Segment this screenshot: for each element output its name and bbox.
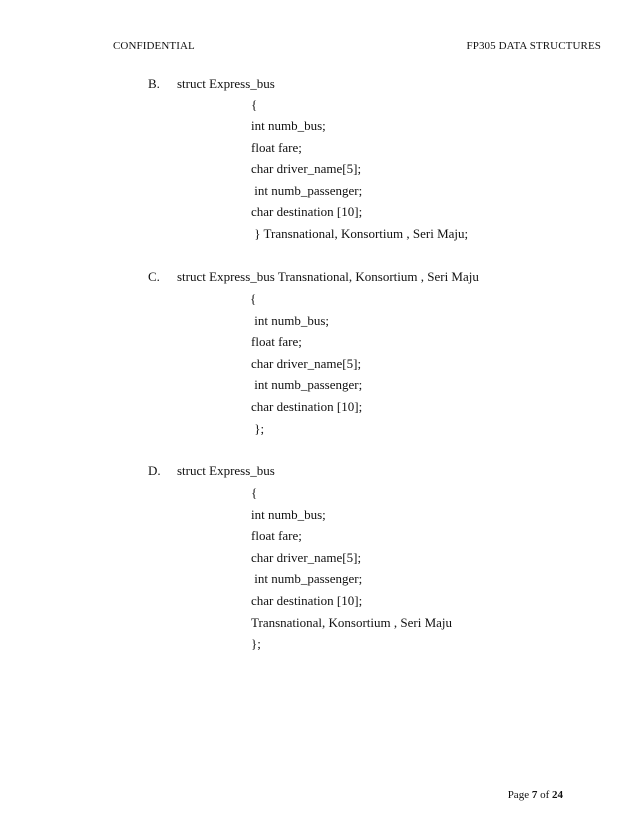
code-line: int numb_bus;	[251, 313, 330, 328]
code-line: char destination [10];	[251, 399, 363, 414]
code-line: int numb_passenger;	[251, 183, 363, 198]
option-heading: struct Express_bus	[177, 76, 275, 91]
code-line: float fare;	[251, 334, 302, 349]
code-line: float fare;	[251, 528, 302, 543]
option-label: D.	[148, 463, 161, 478]
code-line: };	[251, 421, 265, 436]
code-line: char destination [10];	[251, 593, 363, 608]
header-course-title: FP305 DATA STRUCTURES	[466, 40, 601, 52]
header-confidential: CONFIDENTIAL	[113, 40, 195, 52]
code-line: int numb_passenger;	[251, 377, 363, 392]
option-heading: struct Express_bus Transnational, Konsortium , Seri Maju	[177, 269, 479, 284]
total-pages: 24	[552, 789, 563, 801]
code-line: char driver_name[5];	[251, 161, 362, 176]
code-line: } Transnational, Konsortium , Seri Maju;	[251, 226, 469, 241]
code-line: {	[251, 485, 258, 500]
page-number	[508, 789, 563, 801]
page-of: of	[537, 789, 552, 801]
code-line: int numb_passenger;	[251, 571, 363, 586]
code-line: float fare;	[251, 140, 302, 155]
code-line: {	[250, 291, 257, 306]
code-line: {	[251, 97, 258, 112]
page-prefix: Page	[507, 789, 532, 801]
option-label: C.	[148, 269, 160, 284]
code-line: char driver_name[5];	[251, 550, 362, 565]
current-page: 7	[531, 789, 538, 801]
code-line: };	[251, 636, 261, 651]
code-line: int numb_bus;	[251, 118, 326, 133]
code-line: char driver_name[5];	[251, 356, 362, 371]
code-line: Transnational, Konsortium , Seri Maju	[251, 615, 453, 630]
option-heading: struct Express_bus	[177, 463, 275, 478]
code-line: char destination [10];	[251, 204, 363, 219]
option-label: B.	[148, 76, 160, 91]
code-line: int numb_bus;	[251, 507, 326, 522]
